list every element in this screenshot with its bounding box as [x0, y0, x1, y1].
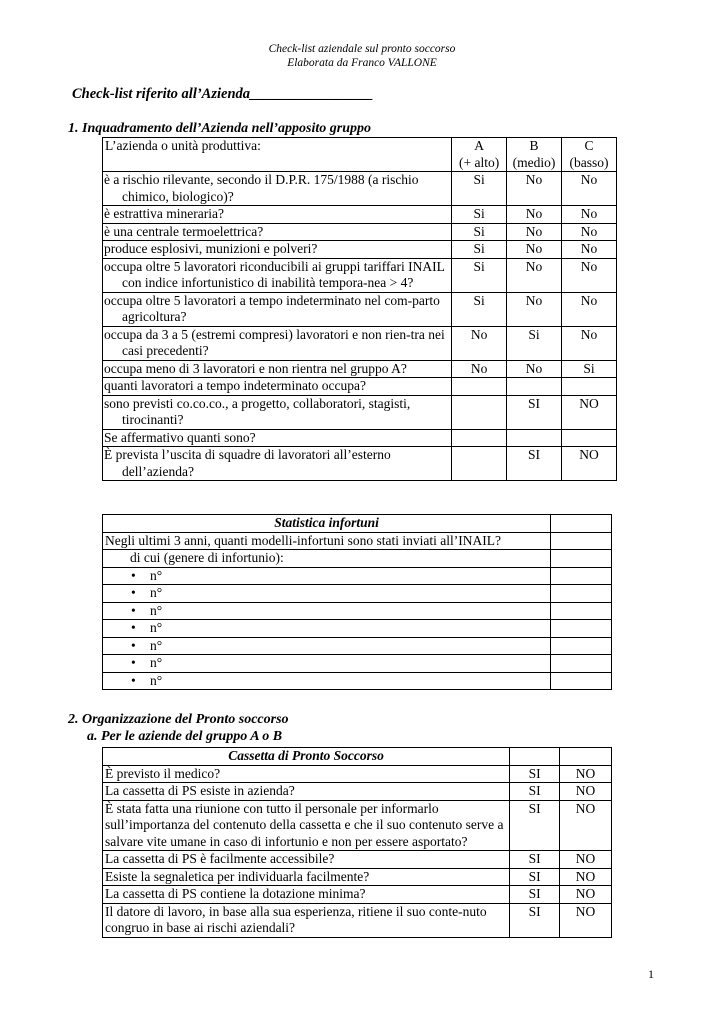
- column-header-a: [452, 138, 507, 172]
- answer-yes: SI: [510, 851, 560, 869]
- bullet-icon: •: [131, 620, 136, 635]
- first-aid-row: [103, 800, 612, 851]
- first-aid-kit-table: [102, 747, 612, 938]
- statistics-item-label: n°: [150, 672, 163, 688]
- answer-a: Si: [452, 172, 507, 206]
- statistics-item: [103, 567, 551, 585]
- classification-row: [103, 378, 617, 396]
- classification-question: Se affermativo quanti sono?: [103, 429, 452, 447]
- answer-b: No: [507, 223, 562, 241]
- classification-row: [103, 447, 617, 481]
- answer-yes: SI: [510, 903, 560, 937]
- statistics-sub-row: [103, 550, 612, 568]
- classification-question: occupa oltre 5 lavoratori a tempo indeterminato nel com-parto agricoltura?: [103, 292, 452, 326]
- column-header-b: [507, 138, 562, 172]
- first-aid-row: [103, 886, 612, 904]
- first-aid-question: La cassetta di PS esiste in azienda?: [103, 783, 510, 801]
- answer-c: No: [562, 292, 617, 326]
- statistics-item-value: [551, 637, 612, 655]
- answer-yes: SI: [510, 886, 560, 904]
- statistics-title: Statistica infortuni: [103, 515, 551, 533]
- classification-question: è una centrale termoelettrica?: [103, 223, 452, 241]
- first-aid-kit-body: [103, 748, 612, 938]
- statistics-item: [103, 655, 551, 673]
- statistics-item-value: [551, 672, 612, 690]
- answer-c: [562, 378, 617, 396]
- column-c-letter: C: [584, 138, 594, 153]
- answer-b: No: [507, 172, 562, 206]
- answer-c: NO: [562, 447, 617, 481]
- answer-c: No: [562, 172, 617, 206]
- answer-a: Si: [452, 241, 507, 259]
- classification-question: occupa meno di 3 lavoratori e non rientra nel gruppo A?: [103, 360, 452, 378]
- statistics-item-row: [103, 567, 612, 585]
- bullet-icon: •: [131, 567, 136, 583]
- bullet-icon: •: [131, 655, 136, 670]
- answer-c: No: [562, 223, 617, 241]
- first-aid-kit-title-yes: [510, 748, 560, 766]
- first-aid-row: [103, 851, 612, 869]
- answer-a: Si: [452, 258, 507, 292]
- answer-b: Si: [507, 326, 562, 360]
- answer-yes: SI: [510, 783, 560, 801]
- answer-a: [452, 395, 507, 429]
- statistics-item-row: [103, 602, 612, 620]
- answer-a: No: [452, 326, 507, 360]
- first-aid-kit-title-no: [560, 748, 612, 766]
- answer-a: No: [452, 360, 507, 378]
- accident-statistics-table: [102, 514, 612, 690]
- first-aid-row: [103, 868, 612, 886]
- header-line-2: Elaborata da Franco VALLONE: [287, 57, 437, 69]
- section-1-title: 1. Inquadramento dell’Azienda nell’apposito gruppo: [68, 121, 371, 136]
- statistics-item-value: [551, 620, 612, 638]
- statistics-question: Negli ultimi 3 anni, quanti modelli-infortuni sono stati inviati all’INAIL?: [103, 532, 551, 550]
- section-2-title: 2. Organizzazione del Pronto soccorso: [68, 712, 289, 727]
- column-c-label: (basso): [569, 154, 609, 170]
- first-aid-question: Esiste la segnaletica per individuarla facilmente?: [103, 868, 510, 886]
- statistics-item-value: [551, 602, 612, 620]
- answer-yes: SI: [510, 765, 560, 783]
- answer-b: [507, 429, 562, 447]
- first-aid-question: È previsto il medico?: [103, 765, 510, 783]
- classification-question: sono previsti co.co.co., a progetto, collaboratori, stagisti, tirocinanti?: [103, 395, 452, 429]
- statistics-item-label: n°: [150, 602, 163, 618]
- statistics-item-value: [551, 567, 612, 585]
- statistics-item-label: n°: [150, 637, 163, 653]
- answer-yes: SI: [510, 800, 560, 851]
- answer-no: NO: [560, 868, 612, 886]
- statistics-item-label: n°: [150, 585, 163, 600]
- column-header-c: [562, 138, 617, 172]
- first-aid-question: La cassetta di PS è facilmente accessibile?: [103, 851, 510, 869]
- answer-a: Si: [452, 223, 507, 241]
- answer-a: Si: [452, 292, 507, 326]
- classification-row: [103, 241, 617, 259]
- classification-row: [103, 395, 617, 429]
- answer-b: No: [507, 258, 562, 292]
- statistics-question-row: [103, 532, 612, 550]
- statistics-item-label: n°: [150, 567, 163, 583]
- classification-row: [103, 258, 617, 292]
- answer-c: No: [562, 258, 617, 292]
- first-aid-question: La cassetta di PS contiene la dotazione minima?: [103, 886, 510, 904]
- first-aid-kit-title-row: [103, 748, 612, 766]
- classification-row: [103, 360, 617, 378]
- bullet-icon: •: [131, 585, 136, 600]
- answer-b: SI: [507, 395, 562, 429]
- answer-b: [507, 378, 562, 396]
- statistics-item: [103, 620, 551, 638]
- statistics-item-value: [551, 655, 612, 673]
- answer-c: [562, 429, 617, 447]
- first-aid-row: [103, 903, 612, 937]
- classification-question: È prevista l’uscita di squadre di lavoratori all’esterno dell’azienda?: [103, 447, 452, 481]
- statistics-item: [103, 585, 551, 603]
- answer-b: No: [507, 360, 562, 378]
- classification-question: occupa oltre 5 lavoratori riconducibili ai gruppi tariffari INAIL con indice infortunistico di inabilità tempora-nea > 4?: [103, 258, 452, 292]
- statistics-item-row: [103, 672, 612, 690]
- classification-header-row: [103, 138, 617, 172]
- answer-no: NO: [560, 783, 612, 801]
- answer-b: SI: [507, 447, 562, 481]
- first-aid-row: [103, 783, 612, 801]
- first-aid-row: [103, 765, 612, 783]
- answer-c: No: [562, 206, 617, 224]
- answer-no: NO: [560, 765, 612, 783]
- statistics-item: [103, 672, 551, 690]
- column-a-letter: A: [474, 138, 484, 153]
- answer-no: NO: [560, 800, 612, 851]
- statistics-title-row: [103, 515, 612, 533]
- classification-question: occupa da 3 a 5 (estremi compresi) lavoratori e non rien-tra nei casi precedenti?: [103, 326, 452, 360]
- statistics-item-row: [103, 585, 612, 603]
- answer-no: NO: [560, 851, 612, 869]
- statistics-answer-cell: [551, 532, 612, 550]
- column-b-letter: B: [529, 138, 539, 153]
- classification-table-body: [103, 138, 617, 481]
- page-number: 1: [648, 967, 654, 981]
- statistics-item-row: [103, 620, 612, 638]
- statistics-item-label: n°: [150, 655, 163, 670]
- bullet-icon: •: [131, 602, 136, 618]
- column-header-azienda: L’azienda o unità produttiva:: [103, 138, 452, 172]
- answer-a: [452, 447, 507, 481]
- answer-a: [452, 378, 507, 396]
- statistics-item: [103, 602, 551, 620]
- answer-yes: SI: [510, 868, 560, 886]
- statistics-subtitle: di cui (genere di infortunio):: [103, 550, 551, 568]
- classification-question: produce esplosivi, munizioni e polveri?: [103, 241, 452, 259]
- answer-c: Si: [562, 360, 617, 378]
- statistics-title-empty: [551, 515, 612, 533]
- answer-no: NO: [560, 886, 612, 904]
- accident-statistics-body: [103, 515, 612, 690]
- answer-a: Si: [452, 206, 507, 224]
- statistics-item-row: [103, 637, 612, 655]
- answer-a: [452, 429, 507, 447]
- answer-b: No: [507, 206, 562, 224]
- column-b-label: (medio): [512, 154, 556, 170]
- header-line-1: Check-list aziendale sul pronto soccorso: [268, 43, 456, 55]
- column-a-label: (+ alto): [458, 154, 500, 170]
- answer-c: NO: [562, 395, 617, 429]
- classification-row: [103, 429, 617, 447]
- statistics-item-value: [551, 585, 612, 603]
- answer-b: No: [507, 241, 562, 259]
- statistics-item: [103, 637, 551, 655]
- statistics-sub-empty: [551, 550, 612, 568]
- document-title: Check-list riferito all’Azienda_________________: [72, 86, 374, 102]
- bullet-icon: •: [131, 672, 136, 688]
- first-aid-question: Il datore di lavoro, in base alla sua esperienza, ritiene il suo conte-nuto congruo in base ai rischi aziendali?: [103, 903, 510, 937]
- section-2-subtitle: a. Per le aziende del gruppo A o B: [87, 729, 283, 744]
- answer-b: No: [507, 292, 562, 326]
- classification-row: [103, 292, 617, 326]
- classification-table: [102, 137, 617, 481]
- answer-c: No: [562, 326, 617, 360]
- bullet-icon: •: [131, 637, 136, 653]
- first-aid-kit-title: Cassetta di Pronto Soccorso: [103, 748, 510, 766]
- classification-row: [103, 206, 617, 224]
- classification-row: [103, 326, 617, 360]
- classification-row: [103, 223, 617, 241]
- classification-question: è a rischio rilevante, secondo il D.P.R. 175/1988 (a rischio chimico, biologico)?: [103, 172, 452, 206]
- statistics-item-row: [103, 655, 612, 673]
- classification-question: è estrattiva mineraria?: [103, 206, 452, 224]
- statistics-item-label: n°: [150, 620, 163, 635]
- classification-row: [103, 172, 617, 206]
- answer-no: NO: [560, 903, 612, 937]
- first-aid-question: È stata fatta una riunione con tutto il personale per informarlo sull’importanza del contenuto della cassetta e che il suo contenuto serve a salvare vite umane in caso di infortunio e non per essere asportato?: [103, 800, 510, 851]
- classification-question: quanti lavoratori a tempo indeterminato occupa?: [103, 378, 452, 396]
- answer-c: No: [562, 241, 617, 259]
